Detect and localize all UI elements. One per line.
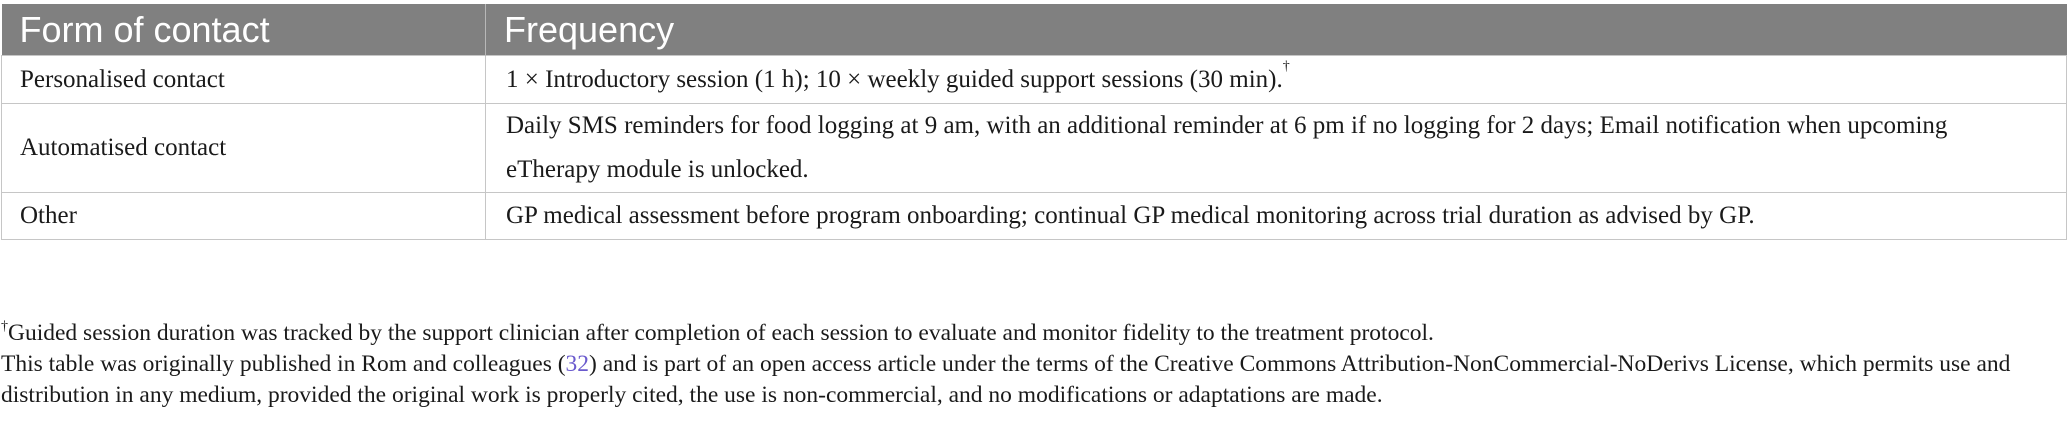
header-row bbox=[2, 4, 2067, 56]
header-frequency: Frequency bbox=[486, 4, 2067, 56]
table-header bbox=[2, 4, 2067, 56]
cell-form: Personalised contact bbox=[2, 56, 486, 104]
license-footnote bbox=[1, 349, 2065, 411]
cell-frequency bbox=[486, 56, 2067, 104]
table-row bbox=[2, 104, 2067, 193]
reference-link[interactable]: 32 bbox=[565, 351, 590, 377]
cell-form: Automatised contact bbox=[2, 104, 486, 193]
table-body bbox=[2, 56, 2067, 240]
license-text-before: This table was originally published in Rom and colleagues ( bbox=[1, 351, 566, 377]
dagger-footnote bbox=[1, 318, 2065, 349]
contact-frequency-table bbox=[1, 4, 2067, 240]
license-text-after: ) and is part of an open access article under the terms of the Creative Commons Attribution-NonCommercial-NoDerivs License, which permits use and distribution in any medium, provided the original work is properly cited, the use is non-commercial, and no modifications or adaptations are made. bbox=[1, 351, 2011, 408]
table-row bbox=[2, 56, 2067, 104]
table-footnotes bbox=[1, 318, 2065, 411]
table-row bbox=[2, 193, 2067, 240]
cell-frequency: GP medical assessment before program onboarding; continual GP medical monitoring across trial duration as advised by GP. bbox=[486, 193, 2067, 240]
dagger-marker: † bbox=[1282, 58, 1290, 74]
cell-frequency: Daily SMS reminders for food logging at 9 am, with an additional reminder at 6 pm if no logging for 2 days; Email notification when upcoming eTherapy module is unlocked. bbox=[486, 104, 2067, 193]
cell-frequency-text: 1 × Introductory session (1 h); 10 × weekly guided support sessions (30 min). bbox=[506, 65, 1283, 93]
header-form-of-contact: Form of contact bbox=[2, 4, 486, 56]
contact-frequency-table-container bbox=[1, 4, 2066, 240]
dagger-footnote-text: Guided session duration was tracked by the support clinician after completion of each session to evaluate and monitor fidelity to the treatment protocol. bbox=[8, 320, 1434, 346]
cell-form: Other bbox=[2, 193, 486, 240]
dagger-footnote-marker: † bbox=[1, 319, 8, 334]
